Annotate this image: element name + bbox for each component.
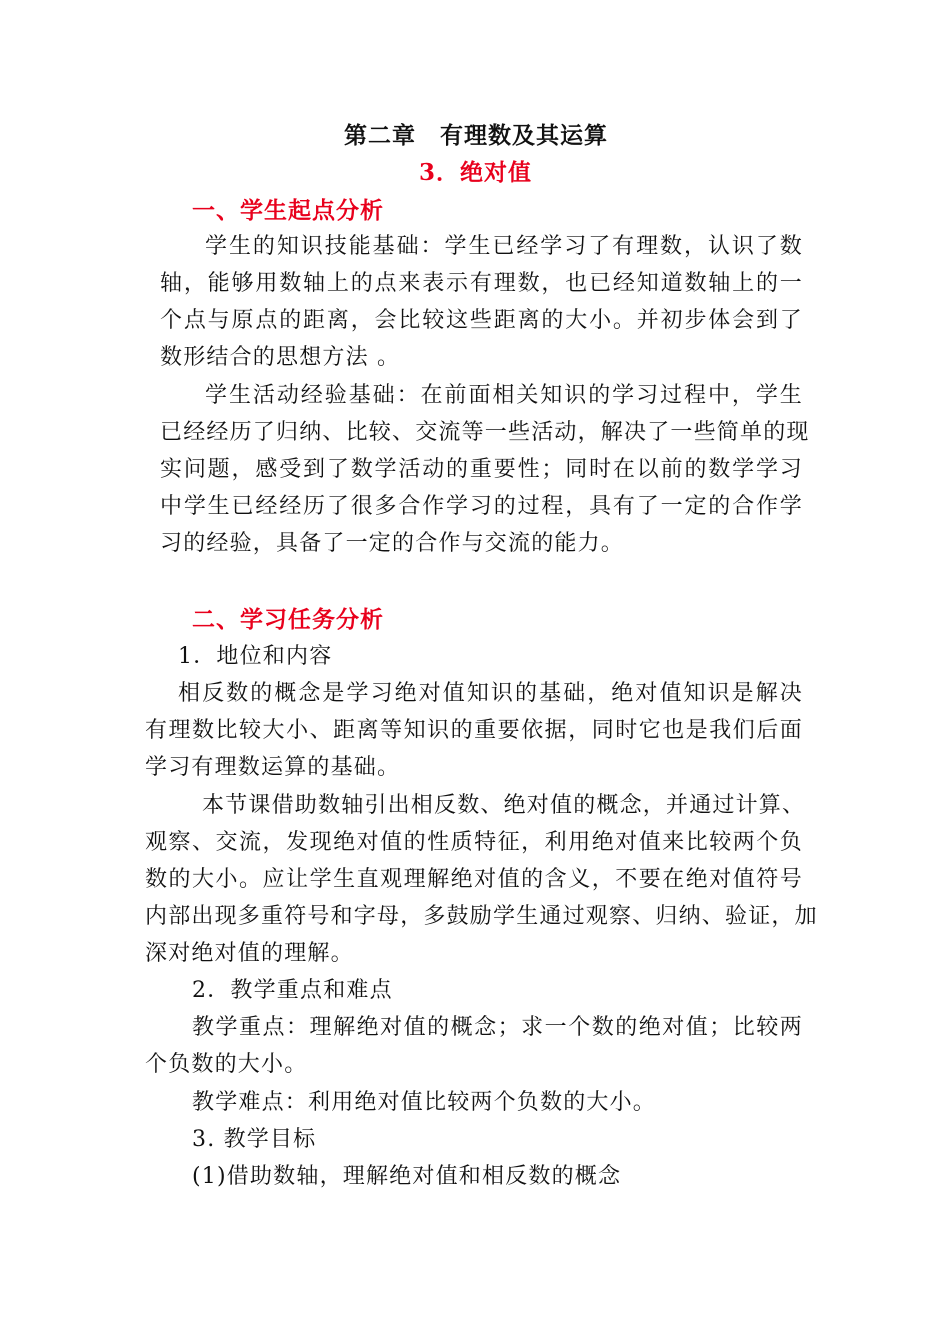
paragraph-line: 轴，能够用数轴上的点来表示有理数，也已经知道数轴上的一 <box>160 271 803 296</box>
paragraph-line: 中学生已经经历了很多合作学习的过程，具有了一定的合作学 <box>160 494 803 519</box>
paragraph-line: 内部出现多重符号和字母，多鼓励学生通过观察、归纳、验证，加 <box>145 904 818 929</box>
heading-student-starting-point: 一、学生起点分析 <box>192 197 384 224</box>
paragraph-line: 深对绝对值的理解。 <box>145 941 354 966</box>
heading-learning-task-analysis: 二、学习任务分析 <box>192 606 384 633</box>
paragraph-line: 个点与原点的距离，会比较这些距离的大小。并初步体会到了 <box>160 308 803 333</box>
paragraph-line: 实问题，感受到了数学活动的重要性；同时在以前的数学学习 <box>160 457 803 482</box>
chapter-title: 第二章 有理数及其运算 <box>344 122 608 149</box>
paragraph-line: 学习有理数运算的基础。 <box>145 755 401 780</box>
section-title: 3．绝对值 <box>419 159 533 186</box>
subheading-key-points: 2．教学重点和难点 <box>192 978 393 1003</box>
paragraph-line: 学生的知识技能基础：学生已经学习了有理数，认识了数 <box>205 234 803 259</box>
paragraph-line: 教学难点：利用绝对值比较两个负数的大小。 <box>192 1090 657 1115</box>
paragraph-line: 教学重点：理解绝对值的概念；求一个数的绝对值；比较两 <box>192 1015 803 1040</box>
paragraph-line: 有理数比较大小、距离等知识的重要依据，同时它也是我们后面 <box>145 718 803 743</box>
goal-item: (1)借助数轴，理解绝对值和相反数的概念 <box>192 1164 622 1189</box>
paragraph-line: 观察、交流，发现绝对值的性质特征，利用绝对值来比较两个负 <box>145 830 803 855</box>
paragraph-line: 学生活动经验基础：在前面相关知识的学习过程中，学生 <box>205 383 803 408</box>
paragraph-line: 数的大小。应让学生直观理解绝对值的含义，不要在绝对值符号 <box>145 867 803 892</box>
paragraph-line: 习的经验，具备了一定的合作与交流的能力。 <box>160 531 625 556</box>
subheading-teaching-goals: 3. 教学目标 <box>192 1127 317 1152</box>
subheading-position-content: 1．地位和内容 <box>178 644 333 669</box>
paragraph-line: 相反数的概念是学习绝对值知识的基础，绝对值知识是解决 <box>178 681 803 706</box>
paragraph-line: 本节课借助数轴引出相反数、绝对值的概念，并通过计算、 <box>202 793 806 818</box>
paragraph-line: 数形结合的思想方法 。 <box>160 345 401 370</box>
paragraph-line: 已经经历了归纳、比较、交流等一些活动，解决了一些简单的现 <box>160 420 810 445</box>
paragraph-line: 个负数的大小。 <box>145 1052 308 1077</box>
